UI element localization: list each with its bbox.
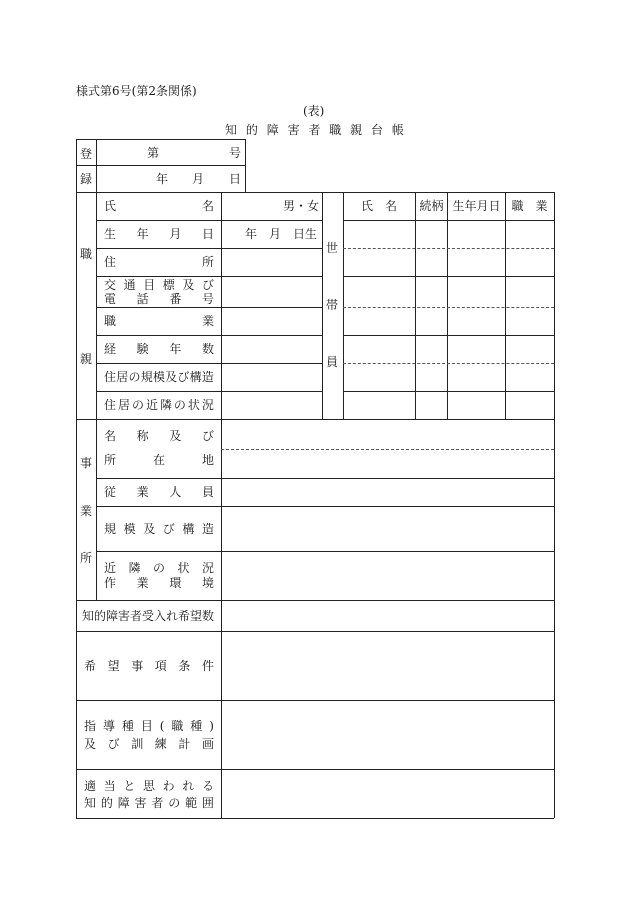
label-char: の <box>173 398 186 412</box>
label-char: 及 <box>169 429 182 443</box>
business-employees-label <box>104 485 214 499</box>
employer-housing-label <box>104 370 214 384</box>
employer-experience-label <box>104 342 214 356</box>
label-char: 構 <box>189 370 202 384</box>
label-char: 況 <box>201 398 214 412</box>
business-environment-label <box>104 576 214 590</box>
label-char: 造 <box>201 370 214 384</box>
household-label-2: 帯 <box>326 298 339 312</box>
employer-address-label <box>104 255 214 269</box>
label-char: 害 <box>134 796 147 810</box>
label-char: び <box>177 370 190 384</box>
label-char: 害 <box>287 123 300 137</box>
label-char: の <box>168 796 181 810</box>
label-char: 況 <box>201 561 214 575</box>
label-char: 職 <box>329 123 342 137</box>
label-char: 環 <box>169 576 182 590</box>
label-char: 思 <box>142 779 155 793</box>
label-char: 通 <box>123 278 136 292</box>
label-char: 台 <box>371 123 384 137</box>
employer-gender-value: 男・女 <box>283 199 320 213</box>
label-char: 規 <box>140 370 153 384</box>
label-char: と <box>123 779 136 793</box>
label-char: 所 <box>201 255 214 269</box>
label-char: 練 <box>154 737 167 751</box>
label-char: 種 <box>121 719 134 733</box>
registration-label-bottom: 録 <box>80 172 93 186</box>
label-char: 職 <box>104 314 117 328</box>
label-char: 従 <box>104 485 117 499</box>
label-char: 当 <box>103 779 116 793</box>
label-char: び <box>107 737 120 751</box>
label-char: 望 <box>107 659 120 673</box>
business-section-label-3: 所 <box>80 551 93 565</box>
label-char: 号 <box>201 292 214 306</box>
label-char: 名 <box>104 429 117 443</box>
label-char: 目 <box>140 719 153 733</box>
label-char: の <box>128 370 141 384</box>
label-char: 者 <box>151 796 164 810</box>
label-char: 構 <box>182 522 195 536</box>
desired-count-label: 知的障害者受入れ希望数 <box>82 609 215 623</box>
label-char: 範 <box>185 796 198 810</box>
range-label-line2 <box>84 796 214 810</box>
label-char: 種 <box>190 719 203 733</box>
business-name-label <box>104 429 214 443</box>
label-char: 作 <box>104 576 117 590</box>
label-char: ) <box>209 719 214 733</box>
registration-number-suffix: 号 <box>229 146 242 160</box>
label-char: 隣 <box>128 561 141 575</box>
household-col-name: 氏 名 <box>360 199 397 213</box>
label-char: 電 <box>104 292 117 306</box>
label-char: 年 <box>169 342 182 356</box>
label-char: 経 <box>104 342 117 356</box>
label-char: 造 <box>201 522 214 536</box>
label-char: 業 <box>136 576 149 590</box>
label-char: び <box>162 522 175 536</box>
registration-month: 月 <box>192 172 205 186</box>
label-char: 及 <box>84 737 97 751</box>
household-label-3: 員 <box>326 355 339 369</box>
label-char: 者 <box>308 123 321 137</box>
label-char: 状 <box>187 398 200 412</box>
registration-year: 年 <box>156 172 169 186</box>
label-char: 囲 <box>201 796 214 810</box>
label-char: 近 <box>145 398 158 412</box>
label-char: 指 <box>84 719 97 733</box>
label-char: び <box>201 429 214 443</box>
label-char: 住 <box>104 398 117 412</box>
label-char: 日 <box>201 227 214 241</box>
label-char: 話 <box>136 292 149 306</box>
employer-name-label <box>104 199 214 213</box>
desired-conditions-label <box>84 659 214 673</box>
label-char: 名 <box>201 199 214 213</box>
guidance-label-line2 <box>84 737 214 751</box>
label-char: 住 <box>104 255 117 269</box>
label-char: 近 <box>104 561 117 575</box>
employer-section-label-top: 職 <box>80 247 93 261</box>
household-label-1: 世 <box>326 241 339 255</box>
label-char: 模 <box>152 370 165 384</box>
business-scale-label <box>104 522 214 536</box>
label-char: 及 <box>165 370 178 384</box>
label-char: 験 <box>136 342 149 356</box>
registration-day: 日 <box>229 172 242 186</box>
label-char: 項 <box>154 659 167 673</box>
label-char: 住 <box>104 370 117 384</box>
label-char: 目 <box>143 278 156 292</box>
label-char: 的 <box>245 123 258 137</box>
label-char: 在 <box>152 453 165 467</box>
form-title <box>225 123 404 137</box>
label-char: 居 <box>117 398 130 412</box>
label-char: の <box>152 561 165 575</box>
label-char: 訓 <box>131 737 144 751</box>
business-section-label-2: 業 <box>80 504 93 518</box>
label-char: 帳 <box>391 123 404 137</box>
label-char: 規 <box>104 522 117 536</box>
label-char: 月 <box>169 227 182 241</box>
label-char: 導 <box>102 719 115 733</box>
label-char: 障 <box>266 123 279 137</box>
label-char: れ <box>182 779 195 793</box>
label-char: 業 <box>136 485 149 499</box>
employer-birthdate-value: 年 月 日生 <box>245 227 318 241</box>
label-char: 的 <box>100 796 113 810</box>
label-char: 地 <box>201 453 214 467</box>
label-char: 隣 <box>159 398 172 412</box>
label-char: 番 <box>169 292 182 306</box>
household-col-relation: 続柄 <box>419 199 444 213</box>
label-char: 画 <box>201 737 214 751</box>
employer-transport-label <box>104 278 214 292</box>
label-char: 境 <box>201 576 214 590</box>
label-char: 知 <box>84 796 97 810</box>
range-label-line1 <box>84 779 214 793</box>
business-location-label <box>104 453 214 467</box>
label-char: 希 <box>84 659 97 673</box>
label-char: 親 <box>350 123 363 137</box>
front-label: (表) <box>303 104 325 118</box>
guidance-label-line1 <box>84 719 214 733</box>
label-char: 障 <box>117 796 130 810</box>
form-number: 様式第6号(第2条関係) <box>76 84 197 98</box>
label-char: 状 <box>177 561 190 575</box>
label-char: 計 <box>178 737 191 751</box>
registration-label-top: 登 <box>80 147 93 161</box>
label-char: 標 <box>162 278 175 292</box>
label-char: 所 <box>104 453 117 467</box>
label-char: る <box>201 779 214 793</box>
registration-number-prefix: 第 <box>147 146 160 160</box>
household-col-birthdate: 生年月日 <box>452 199 501 213</box>
employer-phone-label <box>104 292 214 306</box>
label-char: 称 <box>136 429 149 443</box>
label-char: 事 <box>131 659 144 673</box>
label-char: ( <box>159 719 165 733</box>
label-char: 知 <box>225 123 238 137</box>
business-section-label-1: 事 <box>80 456 93 470</box>
employer-occupation-label <box>104 314 214 328</box>
label-char: 適 <box>84 779 97 793</box>
label-char: 及 <box>182 278 195 292</box>
label-char: 及 <box>143 522 156 536</box>
employer-neighborhood-label <box>104 398 214 412</box>
label-char: 氏 <box>104 199 117 213</box>
label-char: 員 <box>201 485 214 499</box>
employer-birthdate-label <box>104 227 214 241</box>
label-char: 業 <box>201 314 214 328</box>
label-char: 人 <box>169 485 182 499</box>
label-char: わ <box>162 779 175 793</box>
label-char: び <box>201 278 214 292</box>
label-char: の <box>131 398 144 412</box>
label-char: 交 <box>104 278 117 292</box>
label-char: 居 <box>116 370 129 384</box>
label-char: 年 <box>136 227 149 241</box>
label-char: 条 <box>178 659 191 673</box>
employer-section-label-bottom: 親 <box>80 352 93 366</box>
label-char: 生 <box>104 227 117 241</box>
business-surroundings-label <box>104 561 214 575</box>
label-char: 数 <box>201 342 214 356</box>
label-char: 模 <box>123 522 136 536</box>
household-col-occupation: 職 業 <box>511 199 548 213</box>
label-char: 職 <box>171 719 184 733</box>
label-char: 件 <box>201 659 214 673</box>
